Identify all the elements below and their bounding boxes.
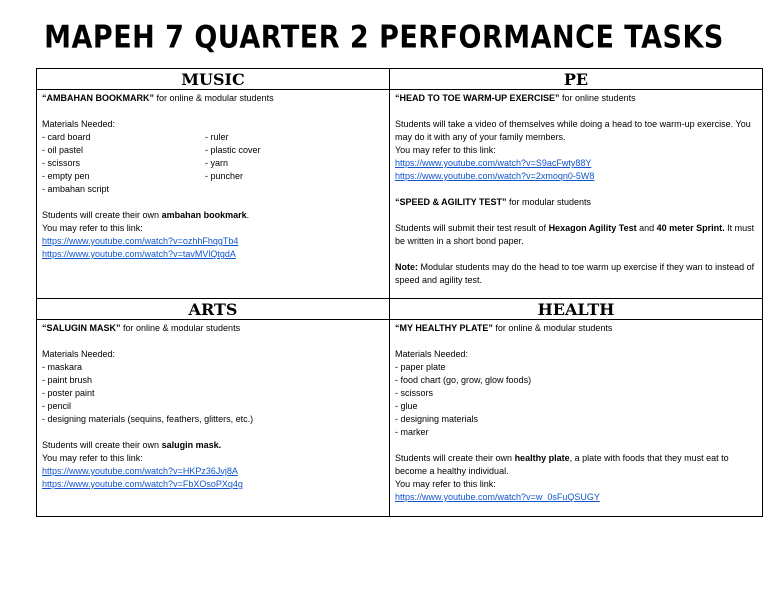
music-refer-text: You may refer to this link:: [42, 223, 143, 233]
arts-refer-text: You may refer to this link:: [42, 453, 143, 463]
arts-cell: [37, 299, 390, 517]
music-link-1[interactable]: https://www.youtube.com/watch?v=ozhhFhqgTb4: [42, 236, 239, 246]
pe-link-1[interactable]: https://www.youtube.com/watch?v=S9acFwty88Y: [395, 158, 592, 168]
health-create-bold: healthy plate: [514, 453, 570, 463]
pe-link-2[interactable]: https://www.youtube.com/watch?v=2xmoqn0-5W8: [395, 171, 595, 181]
list-item: - designing materials (sequins, feathers, glitters, etc.): [42, 414, 254, 424]
music-materials-label: Materials Needed:: [42, 119, 116, 129]
list-item: - poster paint: [42, 388, 95, 398]
pe-task2-line: [395, 196, 756, 209]
arts-task-name: “SALUGIN MASK”: [42, 323, 121, 333]
music-create-post: .: [246, 210, 250, 220]
pe-cell: [390, 69, 763, 299]
pe-note-text: Modular students may do the head to toe warm up exercise if they wan to instead of speed and agility test.: [395, 262, 755, 285]
music-create-pre: Students will create their own: [42, 210, 162, 220]
list-item: - ambahan script: [42, 184, 110, 194]
list-item: - paper plate: [395, 362, 446, 372]
list-item: - marker: [395, 427, 429, 437]
arts-task-line: [42, 322, 383, 335]
list-item: - oil pastel: [42, 145, 84, 155]
arts-link-2[interactable]: https://www.youtube.com/watch?v=FbXOsoPXq4g: [42, 479, 243, 489]
list-item: - plastic cover: [205, 145, 261, 155]
arts-link-1[interactable]: https://www.youtube.com/watch?v=HKPz36Jvj8A: [42, 466, 238, 476]
list-item: - yarn: [205, 158, 229, 168]
health-create-post: , a plate with foods that they must eat to become a healthy individual.: [395, 453, 729, 476]
pe-submit-bold-2: 40 meter Sprint.: [656, 223, 725, 233]
health-task-name: “MY HEALTHY PLATE”: [395, 323, 493, 333]
pe-note-label: Note:: [395, 262, 418, 272]
list-item: - paint brush: [42, 375, 93, 385]
pe-header: PE: [390, 69, 762, 90]
arts-task-for: for online & modular students: [120, 323, 241, 333]
pe-task1-for: for online students: [559, 93, 636, 103]
health-create-text: [395, 452, 756, 478]
music-create-text: [42, 209, 383, 222]
list-item: - ruler: [205, 132, 229, 142]
music-materials-list: [42, 131, 383, 196]
pe-task1-line: [395, 92, 756, 105]
list-item: - designing materials: [395, 414, 479, 424]
pe-submit-mid: and: [636, 223, 657, 233]
music-task-name: “AMBAHAN BOOKMARK”: [42, 93, 154, 103]
health-cell: [390, 299, 763, 517]
pe-task2-for: for modular students: [506, 197, 592, 207]
health-header: HEALTH: [390, 299, 762, 320]
health-create-pre: Students will create their own: [395, 453, 515, 463]
list-item: - card board: [42, 132, 91, 142]
pe-note: [395, 261, 756, 287]
arts-create-pre: Students will create their own: [42, 440, 162, 450]
pe-refer-text: You may refer to this link:: [395, 145, 496, 155]
music-link-2[interactable]: https://www.youtube.com/watch?v=tavMVlQtgdA: [42, 249, 236, 259]
arts-create-bold: salugin mask.: [161, 440, 222, 450]
pe-task1-name: “HEAD TO TOE WARM-UP EXERCISE”: [395, 93, 560, 103]
list-item: - scissors: [395, 388, 433, 398]
music-cell: [37, 69, 390, 299]
list-item: - puncher: [205, 171, 244, 181]
music-header: MUSIC: [37, 69, 389, 90]
arts-header: ARTS: [37, 299, 389, 320]
health-refer-text: You may refer to this link:: [395, 479, 496, 489]
list-item: - maskara: [42, 362, 83, 372]
health-task-for: for online & modular students: [492, 323, 613, 333]
pe-task2-name: “SPEED & AGILITY TEST”: [395, 197, 507, 207]
arts-create-text: [42, 439, 383, 452]
list-item: - glue: [395, 401, 418, 411]
list-item: - scissors: [42, 158, 80, 168]
pe-submit-pre: Students will submit their test result of: [395, 223, 549, 233]
music-task-line: [42, 92, 383, 105]
list-item: - empty pen: [42, 171, 90, 181]
arts-materials-label: Materials Needed:: [42, 349, 116, 359]
pe-submit-bold-1: Hexagon Agility Test: [548, 223, 637, 233]
list-item: - pencil: [42, 401, 72, 411]
pe-task1-desc: Students will take a video of themselves while doing a head to toe warm-up exercise. You may do it with any of your family members.: [395, 119, 751, 142]
page-title: MAPEH 7 QUARTER 2 PERFORMANCE TASKS: [44, 19, 724, 56]
health-task-line: [395, 322, 756, 335]
music-create-bold: ambahan bookmark: [161, 210, 247, 220]
health-materials-label: Materials Needed:: [395, 349, 469, 359]
health-link-1[interactable]: https://www.youtube.com/watch?v=w_0sFuQSUGY: [395, 492, 600, 502]
pe-submit-text: [395, 222, 756, 248]
music-task-for: for online & modular students: [154, 93, 274, 103]
pe-submit-post: It must be written in a short bond paper.: [395, 223, 755, 246]
tasks-table: [36, 68, 763, 517]
list-item: - food chart (go, grow, glow foods): [395, 375, 532, 385]
